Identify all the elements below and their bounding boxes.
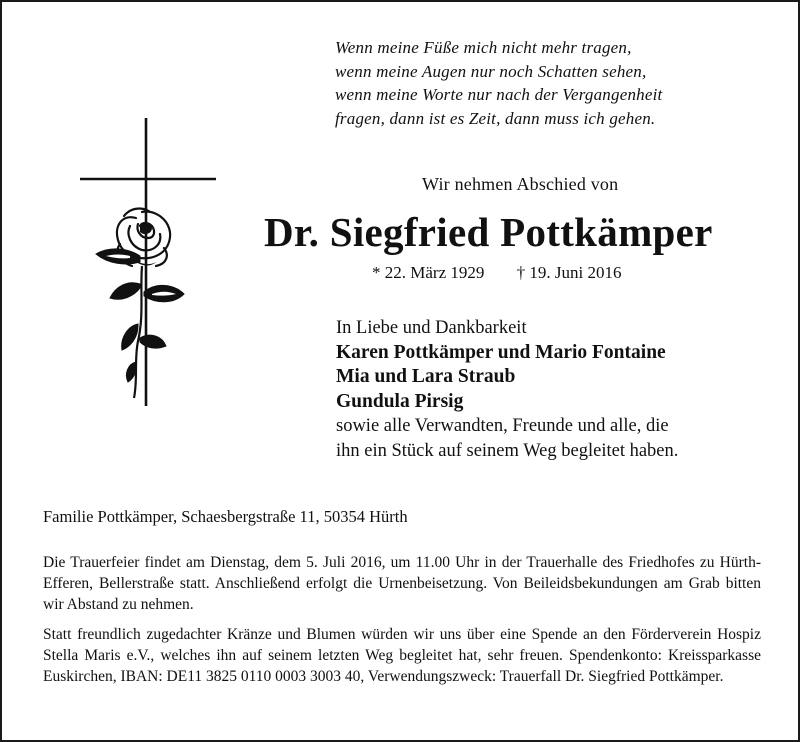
- mourner-name: Karen Pottkämper und Mario Fontaine: [336, 341, 666, 363]
- mourners-rest-line: sowie alle Verwandten, Freunde und alle, die: [336, 416, 669, 436]
- life-dates: [372, 263, 621, 283]
- farewell-intro: Wir nehmen Abschied von: [422, 174, 619, 194]
- poem-line: fragen, dann ist es Zeit, dann muss ich gehen.: [335, 108, 656, 128]
- family-address: Familie Pottkämper, Schaesbergstraße 11, 50354 Hürth: [43, 507, 408, 526]
- deceased-name: Dr. Siegfried Pottkämper: [264, 209, 713, 255]
- poem-line: Wenn meine Füße mich nicht mehr tragen,: [335, 38, 632, 57]
- cross-rose-icon: [80, 116, 220, 406]
- mourners-block: [336, 316, 678, 463]
- birth-date: * 22. März 1929: [372, 263, 485, 282]
- poem-line: wenn meine Worte nur nach der Vergangenheit: [335, 85, 663, 104]
- mourners-rest-line: ihn ein Stück auf seinem Weg begleitet haben.: [336, 440, 679, 461]
- funeral-info-paragraph: Die Trauerfeier findet am Dienstag, dem 5. Juli 2016, um 11.00 Uhr in der Trauerhalle des Friedhofes zu Hürth-Efferen, Bellerstraße statt. Anschließend erfolgt die Urnenbeisetzung. Von Beileidsbekundungen am Grab bitten wir Abstand zu nehmen.: [43, 554, 761, 613]
- death-date: † 19. Juni 2016: [516, 263, 622, 282]
- poem-line: wenn meine Augen nur noch Schatten sehen,: [335, 61, 647, 81]
- mourner-name: Gundula Pirsig: [336, 390, 464, 412]
- poem: [335, 36, 662, 130]
- donation-paragraph: Statt freundlich zugedachter Kränze und Blumen würden wir uns über eine Spende an den Förderverein Hospiz Stella Maris e.V., welches ihn auf seinem letzten Weg begleitet hat, sehr freuen. Spendenkonto: Kreissparkasse Euskirchen, IBAN: DE11 3825 0110 0003 3003 40, Verwendungszweck: Trauerfall Dr. Siegfried Pottkämper.: [43, 626, 761, 685]
- mourner-name: Mia und Lara Straub: [336, 366, 516, 387]
- mourners-intro: In Liebe und Dankbarkeit: [336, 318, 527, 338]
